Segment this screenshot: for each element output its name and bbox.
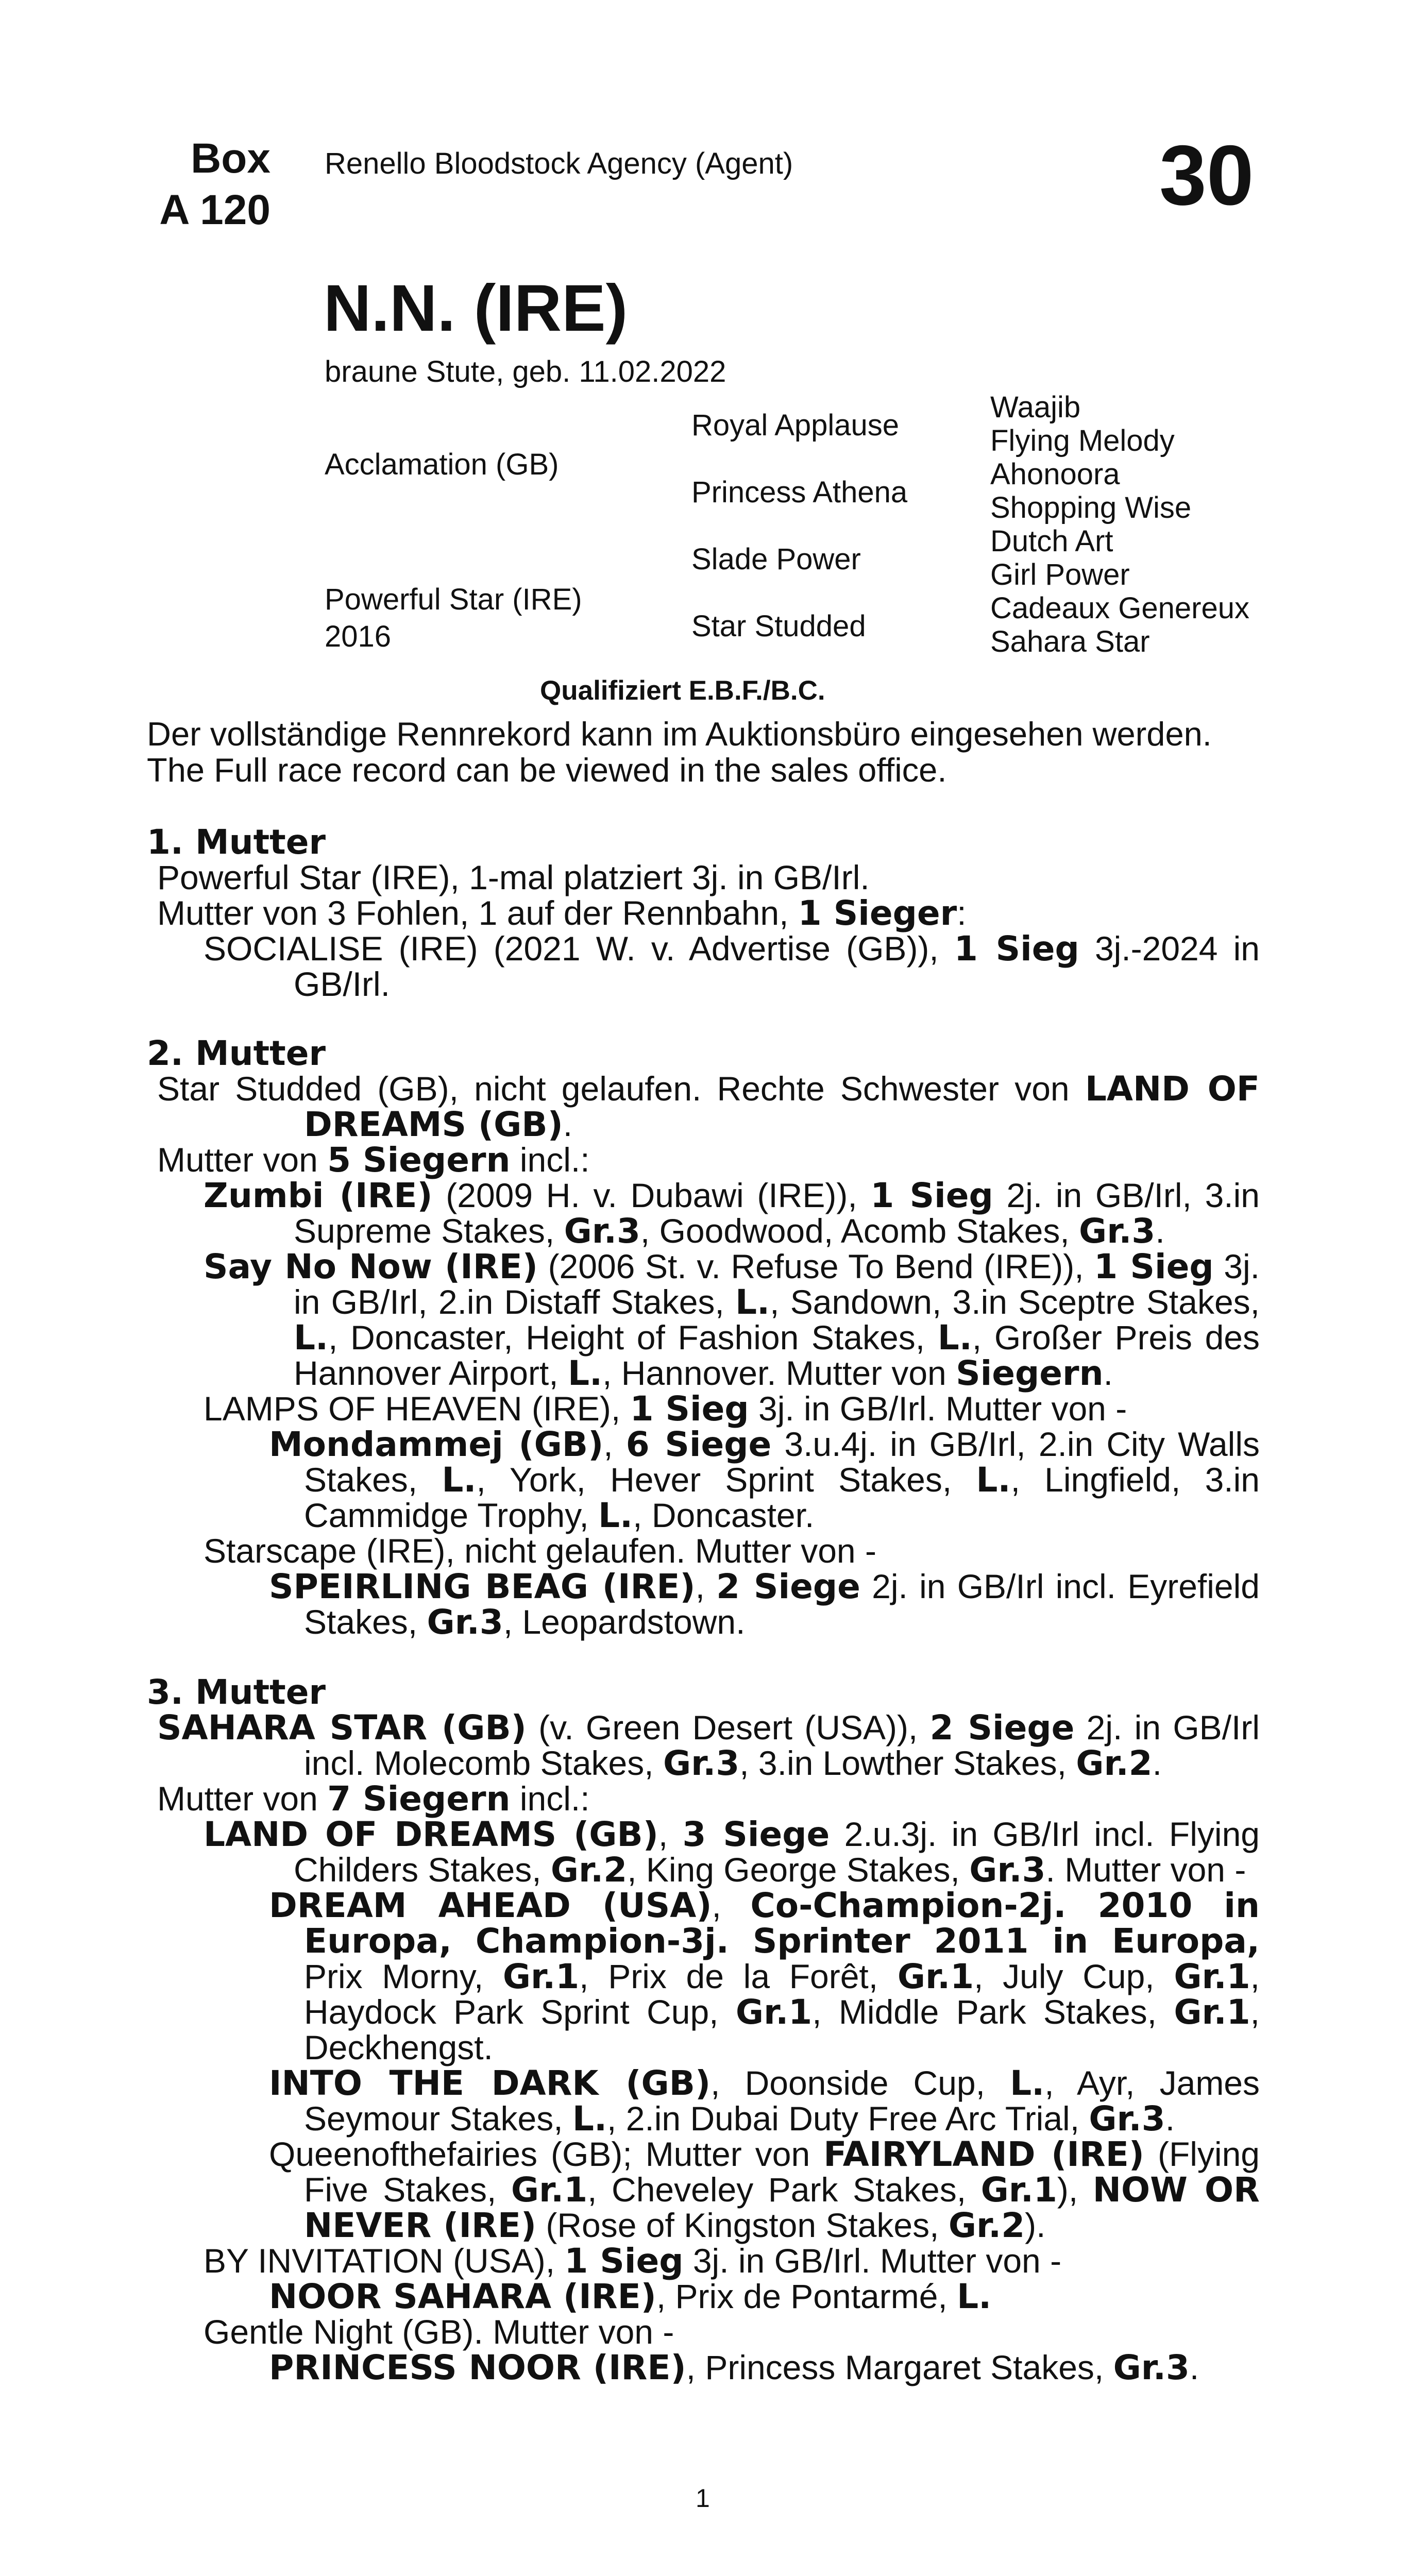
text-run: . [563,1105,573,1143]
text-run: , [658,1815,683,1853]
bold-text: 2 Siege [929,1708,1075,1748]
box-number: A 120 [159,187,270,234]
offspring-entry [147,1391,1260,1427]
text-run: Prix Morny, [304,1957,503,1995]
text-run: , Doonside Cup, [711,2064,1010,2102]
bold-text: SAHARA STAR (GB) [157,1708,527,1748]
bold-text: Gr.3 [1089,2099,1165,2139]
bold-text: L. [1010,2063,1045,2103]
section-1-body [147,860,1260,1002]
bold-text: INTO THE DARK (GB) [269,2063,711,2103]
pedigree-gen3-item: Sahara Star [990,625,1150,658]
box-label [131,133,270,236]
bold-text: L. [976,1460,1011,1500]
bold-text: DREAM AHEAD (USA) [269,1886,712,1925]
bold-text: Gr.1 [1174,1957,1250,1996]
text-run: BY INVITATION (USA), [204,2242,565,2280]
grandoffspring-entry [147,1427,1260,1533]
pedigree-gen3-item: Girl Power [990,558,1130,591]
text-run: Mutter von [157,1141,328,1179]
bold-text: Gr.1 [511,2170,588,2210]
bold-text: L. [294,1318,329,1358]
text-run: , Deckhengst. [304,1993,1260,2066]
text-run: , Doncaster. [633,1496,815,1534]
third-dam-record [147,1710,1260,1781]
grandoffspring-entry [147,2134,1260,2245]
offspring-entry [147,1178,1260,1249]
race-record-note-de: Der vollständige Rennrekord kann im Auktionsbüro eingesehen werden. [147,715,1212,753]
text-run: , York, Hever Sprint Stakes, [476,1461,976,1499]
pedigree-gen3 [990,391,1249,658]
bold-text: L. [735,1282,770,1322]
text-run: Star Studded (GB), nicht gelaufen. Rechte Schwester von [157,1070,1085,1108]
bold-text: L. [567,1353,603,1393]
bold-text: 2 Siege [716,1567,860,1606]
bold-text: Gr.3 [1113,2348,1190,2387]
third-dam-offspring-summary [147,1781,1260,1817]
bold-text: Gr.1 [1174,1992,1250,2032]
bold-text: Gr.3 [663,1743,740,1783]
text-run: Mutter von [157,1780,328,1818]
text-run: . [1189,2348,1199,2386]
text-run: , [603,1425,626,1463]
pedigree-gen3-item: Cadeaux Genereux [990,591,1249,625]
text-run: , Prix de la Forêt, [579,1957,898,1995]
section-2-body [147,1071,1260,1640]
pedigree-dam-year: 2016 [325,620,392,653]
section-heading-1: 1. Mutter [147,822,326,862]
text-run: , Haydock Park Sprint Cup, [304,1957,1260,2031]
section-heading-3: 3. Mutter [147,1672,326,1712]
text-run: . [1152,1744,1162,1782]
text-run: , Doncaster, Height of Fashion Stakes, [328,1318,938,1357]
pedigree-gen3-item: Shopping Wise [990,491,1192,524]
text-run: , July Cup, [974,1957,1174,1995]
grandoffspring-entry [147,2279,1260,2314]
qualification-note: Qualifiziert E.B.F./B.C. [540,675,825,706]
grandoffspring-entry [147,2065,1260,2137]
text-run: , Middle Park Stakes, [812,1993,1174,2031]
grandoffspring-entry [147,2350,1260,2385]
text-run: , Hannover. Mutter von [602,1354,956,1392]
text-run: 2j. in GB/Irl incl. Molecomb Stakes, [304,1708,1260,1782]
offspring-entry [147,2314,1260,2350]
bold-text: 1 Sieg [630,1389,749,1429]
bold-text: Siegern [956,1353,1104,1393]
text-run: , Großer Preis des Hannover Airport, [294,1318,1260,1392]
race-record-note-en: The Full race record can be viewed in the sales office. [147,751,947,789]
bold-text: Gr.3 [427,1602,503,1642]
offspring-entry [147,2243,1260,2279]
text-run: . Mutter von - [1045,1851,1246,1889]
horse-description: braune Stute, geb. 11.02.2022 [325,355,726,388]
granddam-record [147,1071,1260,1142]
text-run: 3j. in GB/Irl, 2.in Distaff Stakes, [294,1247,1260,1321]
granddam-offspring-summary [147,1142,1260,1178]
text-run: : [957,894,967,932]
text-run: 3j. in GB/Irl. Mutter von - [683,2242,1062,2280]
text-run: 2.u.3j. in GB/Irl incl. Flying Childers Stakes, [294,1815,1260,1889]
text-run: , 3.in Lowther Stakes, [739,1744,1076,1782]
text-run: Gentle Night (GB). Mutter von - [204,2313,674,2351]
text-run: , Goodwood, Acomb Stakes, [640,1212,1079,1250]
text-run: 3.u.4j. in GB/Irl, 2.in City Walls Stakes, [304,1425,1260,1499]
pedigree-gen3-item: Dutch Art [990,524,1113,558]
text-run: , Leopardstown. [503,1603,746,1641]
bold-text: L. [598,1496,633,1535]
text-run: , 2.in Dubai Duty Free Arc Trial, [607,2099,1089,2138]
bold-text: LAND OF DREAMS (GB) [304,1069,1260,1144]
bold-text: Gr.3 [564,1211,640,1251]
pedigree-gen2-item: Slade Power [691,543,861,576]
page-number: 1 [696,2484,710,2513]
text-run: , Princess Margaret Stakes, [686,2348,1113,2386]
bold-text: NOW OR NEVER (IRE) [304,2170,1260,2245]
text-run: Mutter von 3 Fohlen, 1 auf der Rennbahn, [157,894,798,932]
bold-text: PRINCESS NOOR (IRE) [269,2348,686,2387]
bold-text: 6 Siege [625,1425,772,1464]
bold-text: Gr.1 [897,1957,974,1996]
bold-text: Gr.3 [1079,1211,1156,1251]
bold-text: Mondammej (GB) [269,1425,604,1464]
bold-text: 1 Sieg [564,2241,684,2281]
pedigree-gen2-item: Princess Athena [691,476,908,509]
race-record-note [147,716,1212,788]
text-run: , Lingfield, 3.in Cammidge Trophy, [304,1461,1260,1534]
text-run: , Ayr, James Seymour Stakes, [304,2064,1260,2138]
text-run: , [712,1886,751,1924]
offspring-entry [147,931,1260,1002]
text-run: 3j. in GB/Irl. Mutter von - [749,1389,1127,1428]
text-run: 2j. in GB/Irl incl. Eyrefield Stakes, [304,1567,1260,1641]
bold-text: LAND OF DREAMS (GB) [204,1815,658,1854]
text-run: (v. Green Desert (USA)), [526,1708,930,1747]
pedigree-sire: Acclamation (GB) [325,448,559,481]
grandoffspring-entry [147,1569,1260,1640]
text-run: Starscape (IRE), nicht gelaufen. Mutter von - [204,1532,876,1570]
offspring-entry [147,1249,1260,1391]
bold-text: 5 Siegern [327,1140,511,1180]
pedigree-gen3-item: Ahonoora [990,457,1120,491]
bold-text: Say No Now (IRE) [204,1247,538,1286]
pedigree-gen2-item: Star Studded [691,609,866,643]
text-run: , King George Stakes, [627,1851,970,1889]
text-run: (Flying Five Stakes, [304,2135,1260,2209]
bold-text: Co-Champion-2j. 2010 in Europa, Champion-3j. Sprinter 2011 in Europa, [304,1886,1260,1961]
text-run: (2009 H. v. Dubawi (IRE)), [432,1176,871,1214]
text-run: ). [1025,2206,1046,2244]
bold-text: 1 Sieg [954,929,1079,969]
grandoffspring-entry [147,1888,1260,2065]
text-run: Powerful Star (IRE), 1-mal platziert 3j. in GB/Irl. [157,858,870,896]
agent-name: Renello Bloodstock Agency (Agent) [325,147,793,180]
bold-text: L. [957,2277,992,2316]
text-run: ), [1057,2171,1093,2209]
bold-text: Gr.1 [502,1957,580,1996]
lot-number: 30 [1159,128,1254,223]
text-run: (Rose of Kingston Stakes, [536,2206,949,2244]
text-run: incl.: [510,1780,590,1818]
offspring-entry [147,1817,1260,1888]
bold-text: Gr.3 [969,1850,1046,1890]
bold-text: Gr.1 [980,2170,1057,2210]
text-run: , Cheveley Park Stakes, [587,2171,981,2209]
bold-text: L. [937,1318,972,1358]
bold-text: Gr.1 [735,1992,813,2032]
text-run: (2006 St. v. Refuse To Bend (IRE)), [537,1247,1094,1285]
pedigree-dam: Powerful Star (IRE) [325,583,582,616]
bold-text: Gr.2 [550,1850,628,1890]
text-run: , Prix de Pontarmé, [656,2277,957,2315]
text-run: LAMPS OF HEAVEN (IRE), [204,1389,630,1428]
text-run: , [695,1567,717,1605]
pedigree-gen3-item: Flying Melody [990,424,1175,457]
text-run: Queenofthefairies (GB); Mutter von [269,2135,824,2173]
text-run: . [1165,2099,1175,2138]
text-run: 2j. in GB/Irl, 3.in Supreme Stakes, [294,1176,1260,1250]
dam-offspring-summary [147,895,1260,931]
text-run: SOCIALISE (IRE) (2021 W. v. Advertise (GB)), [204,929,954,968]
bold-text: NOOR SAHARA (IRE) [269,2277,656,2316]
bold-text: Gr.2 [1076,1743,1153,1783]
text-run: 3j.-2024 in GB/Irl. [294,929,1260,1003]
offspring-entry [147,1533,1260,1569]
dam-record [147,860,1260,895]
horse-name: N.N. (IRE) [324,272,628,345]
bold-text: Gr.2 [948,2206,1025,2245]
box-label-line1: Box [191,135,270,182]
bold-text: FAIRYLAND (IRE) [823,2134,1144,2174]
bold-text: 1 Sieg [1094,1247,1214,1286]
bold-text: L. [572,2099,607,2139]
pedigree-gen3-item: Waajib [990,391,1081,424]
bold-text: 1 Sieg [870,1176,993,1215]
text-run: incl.: [510,1141,590,1179]
bold-text: 3 Siege [682,1815,830,1854]
section-3-body [147,1710,1260,2385]
bold-text: L. [442,1460,477,1500]
bold-text: 1 Sieger [798,893,957,933]
bold-text: SPEIRLING BEAG (IRE) [269,1567,696,1606]
text-run: , Sandown, 3.in Sceptre Stakes, [770,1283,1260,1321]
text-run: . [1103,1354,1113,1392]
pedigree-gen2-item: Royal Applause [691,409,900,442]
bold-text: 7 Siegern [327,1779,511,1819]
bold-text: Zumbi (IRE) [204,1176,433,1215]
section-heading-2: 2. Mutter [147,1033,326,1073]
text-run: . [1155,1212,1165,1250]
